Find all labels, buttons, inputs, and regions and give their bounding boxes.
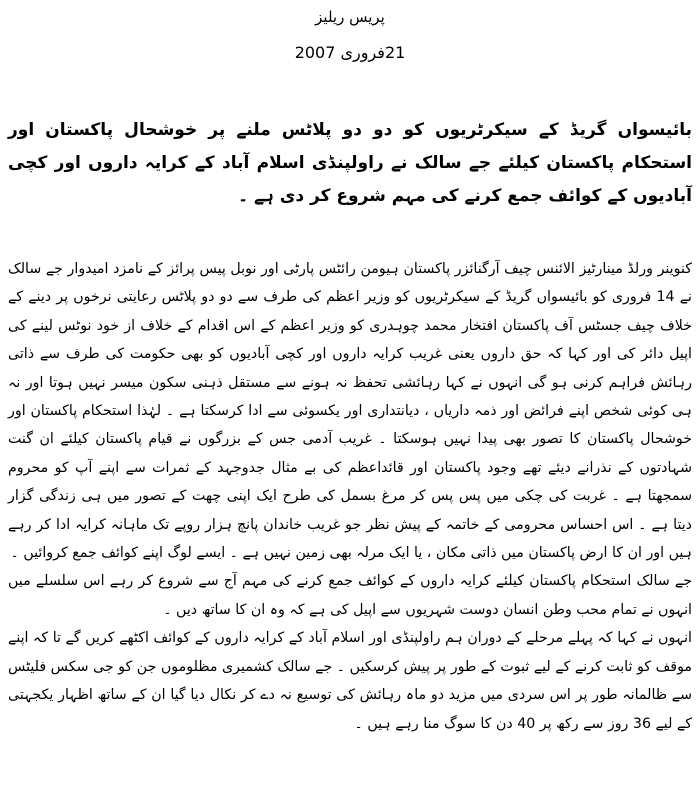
paragraph: انہوں نے کہا کہ پہلے مرحلے کے دوران ہم راولپنڈی اور اسلام آباد کے کرایہ داروں کے کوائف اکٹھے کریں گے تا کہ اپنے موقف کو ثابت کرنے کے لیے ثبوت کے طور پر پیش کرسکیں ۔ جے سالک کشمیری مظلوموں جن کو جی سکس فلیٹس سے ظالمانہ طور پر اس سردی میں مزید دو ماہ رہائش کی توسیع نہ دے کر نکال دیا گیا ان کے ساتھ اظہار یکجہتی کے لیے 36 روز سے رکھ پر 40 دن کا سوگ منا رہے ہیں ۔: [8, 630, 692, 732]
headline: بائیسواں گریڈ کے سیکرٹریوں کو دو دو پلاٹس ملنے پر خوشحال پاکستان اور استحکام پاکستان کیلئے جے سالک نے راولپنڈی اسلام آباد کے کرایہ داروں اور کچی آبادیوں کے کوائف جمع کرنے کی مہم شروع کر دی ہے ۔: [8, 120, 692, 206]
document-label: پریس ریلیز: [315, 8, 385, 26]
body-text: [8, 255, 692, 738]
document-date: 21فروری 2007: [294, 43, 406, 62]
paragraph: جے سالک استحکام پاکستان کیلئے کرایہ داروں کے کوائف جمع کرنے کی مہم آج سے شروع کر رہے اس سلسلے میں انہوں نے تمام محب وطن انسان دوست شہریوں سے اپیل کی ہے کہ وہ ان کا ساتھ دیں ۔: [8, 573, 692, 618]
paragraph: کنوینر ورلڈ مینارٹیز الائنس چیف آرگنائزر پاکستان ہیومن رائٹس پارٹی اور نوبل پیس پرائز کے نامزد امیدوار جے سالک نے 14 فروری کو بائیسواں گریڈ کے سیکرٹریوں کو وزیر اعظم کی طرف سے دو دو پلاٹس رعایتی نرخوں پر دینے کے خلاف چیف جسٹس آف پاکستان افتخار محمد چوہدری کو وزیر اعظم کے اس اقدام کے خلاف از خود نوٹس لینے کی اپیل دائر کی اور کہا کہ حق داروں یعنی غریب کرایہ داروں اور کچی آبادیوں کو بھی حکومت کی طرف سے ذاتی رہائش فراہم کرنی ہو گی انہوں نے کہا رہائشی تحفظ نہ ہونے سے مستقل ذہنی سکون میسر نہیں ہوتا اور نہ ہی کوئی شخص اپنے فرائض اور ذمہ داریاں ، دیانتداری اور یکسوئی سے ادا کرسکتا ہے ۔ لہٰذا استحکام پاکستان اور خوشحال پاکستان کا تصور بھی پیدا نہیں ہوسکتا ۔ غریب آدمی جس کے بزرگوں نے قیام پاکستان کیلئے ان گنت شہادتوں کے نذرانے دیئے تھے وجود پاکستان اور قائداعظم کی بے مثال جدوجہد کے ثمرات سے اپنے آپ کو محروم سمجھتا ہے ۔ غربت کی چکی میں پس پس کر مرغ بسمل کی طرح ایک اپنی چھت کے تصور میں ہی زندگی گزار دیتا ہے ۔ اس احساس محرومی کے خاتمہ کے پیش نظر جو غریب خاندان پانچ ہزار روپے تک ماہانہ کرایہ ادا کر رہے ہیں اور ان کا ارض پاکستان میں ذاتی مکان ، یا ایک مرلہ بھی زمین نہیں ہے ۔ ایسے لوگ اپنے کوائف جمع کروائیں ۔: [8, 261, 692, 562]
